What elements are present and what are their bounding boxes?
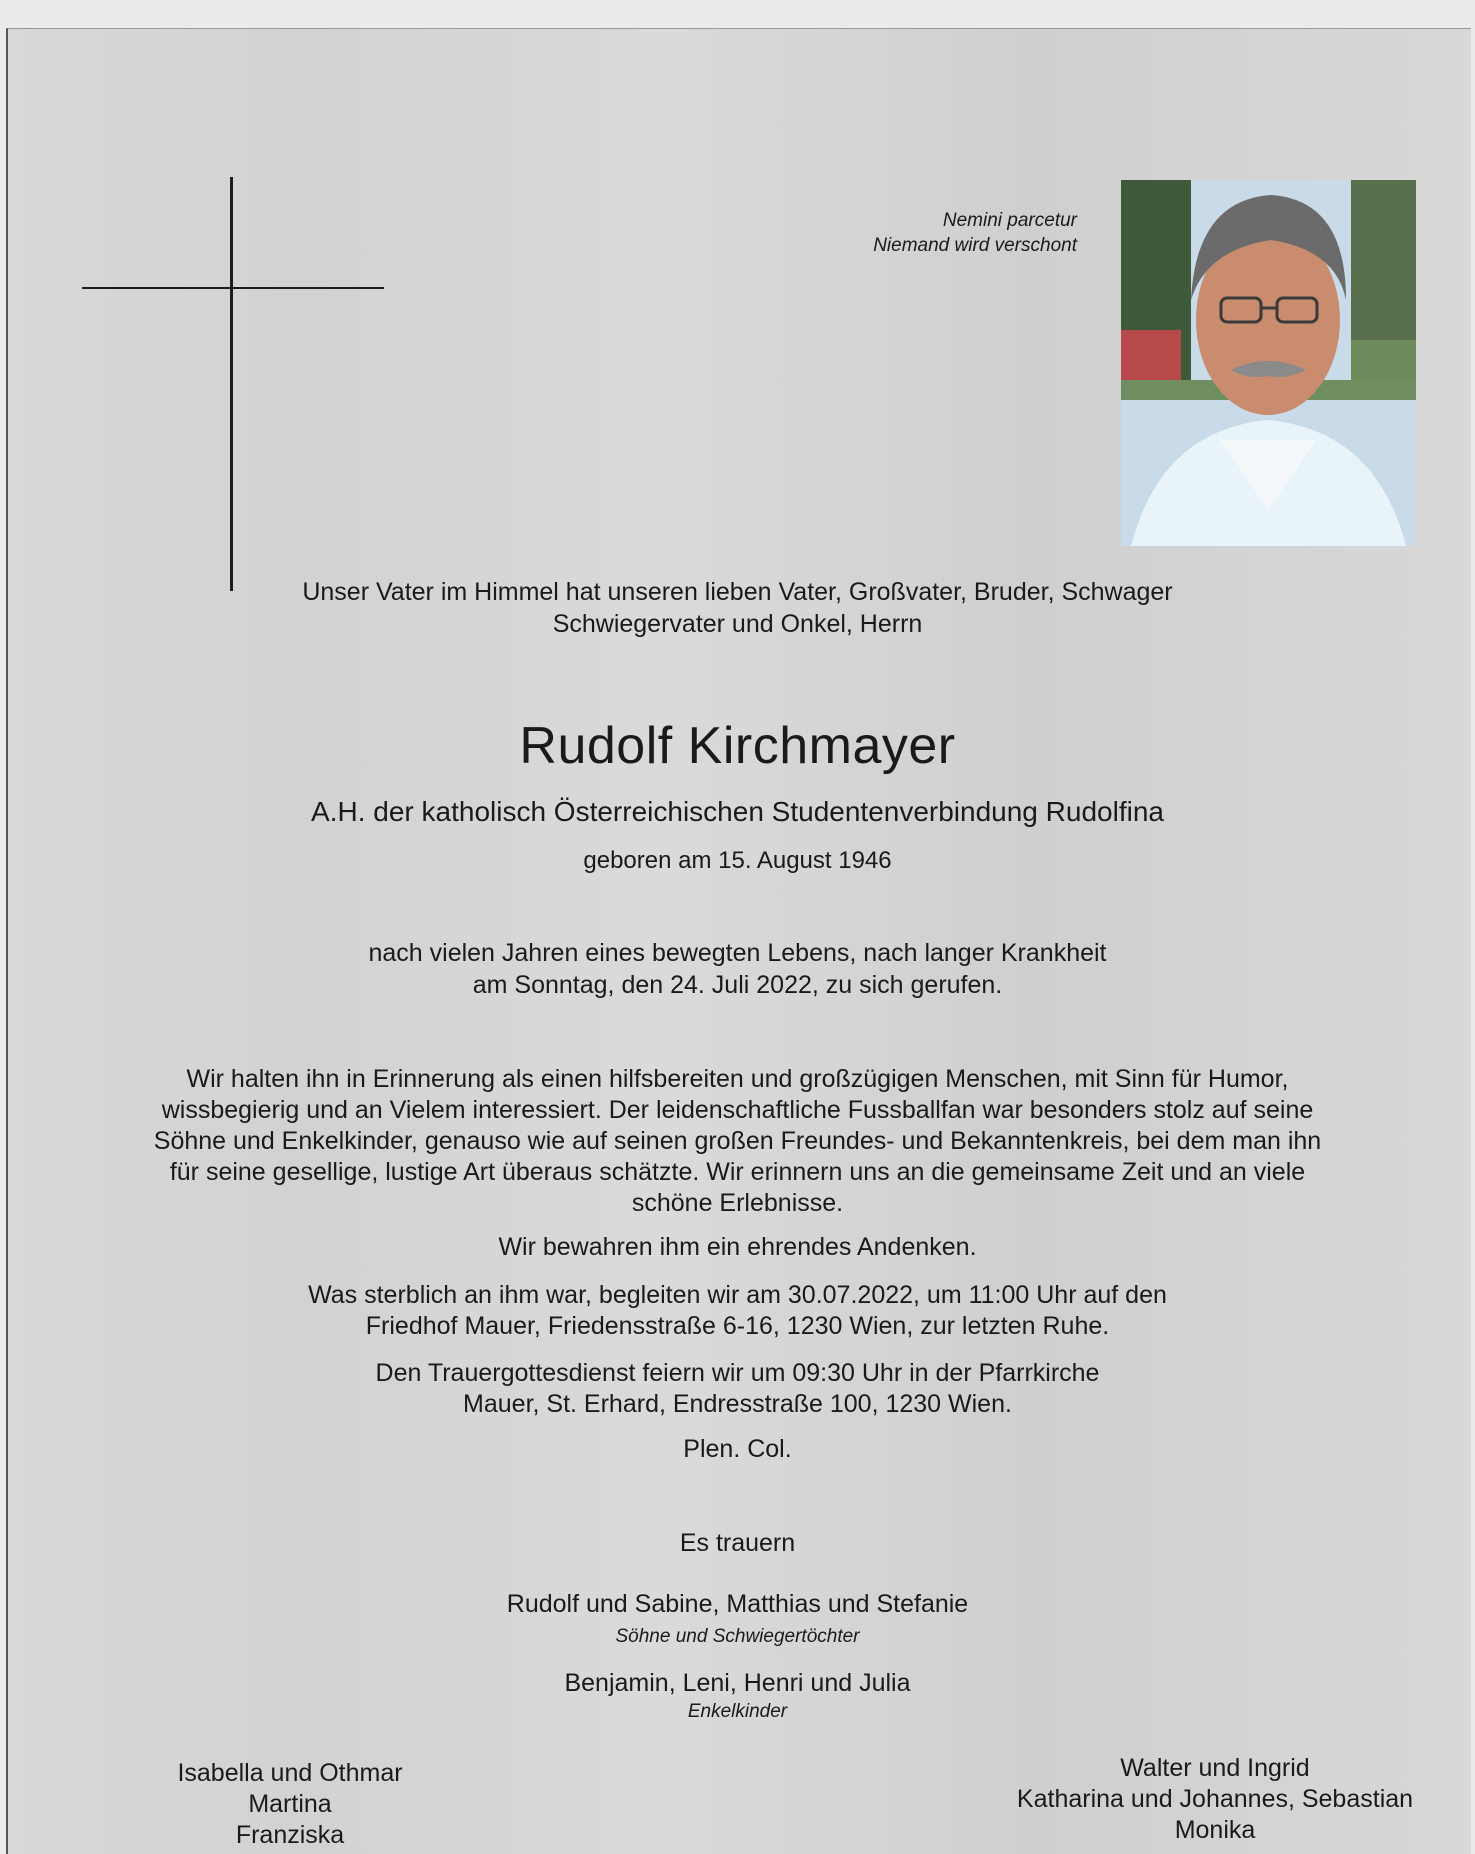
- organization-line: A.H. der katholisch Österreichischen Studentenverbindung Rudolfina: [311, 796, 1164, 827]
- plen-col: Plen. Col.: [683, 1435, 792, 1463]
- intro-text: [0, 576, 1475, 640]
- death-notice: [0, 937, 1475, 1001]
- mourners-left-column: [140, 1758, 440, 1851]
- burial-line-2: Friedhof Mauer, Friedensstraße 6-16, 1230 Wien, zur letzten Ruhe.: [365, 1312, 1110, 1340]
- motto-latin: Nemini parcetur: [942, 210, 1077, 231]
- memory-line: wissbegierig und an Vielem interessiert. Der leidenschaftliche Fussballfan war besonders stolz auf seine: [161, 1096, 1314, 1124]
- mourner-name: Monika: [1174, 1816, 1256, 1844]
- motto: [873, 208, 1077, 258]
- cross-icon-horizontal: [82, 287, 384, 289]
- deceased-name: Rudolf Kirchmayer: [519, 717, 956, 775]
- burial-line-1: Was sterblich an ihm war, begleiten wir am 30.07.2022, um 11:00 Uhr auf den: [308, 1281, 1167, 1309]
- memory-line: schöne Erlebnisse.: [631, 1189, 844, 1217]
- service-line-2: Mauer, St. Erhard, Endresstraße 100, 1230 Wien.: [463, 1390, 1012, 1418]
- memory-line: Wir halten ihn in Erinnerung als einen hilfsbereiten und großzügigen Menschen, mit Sinn für Humor,: [186, 1065, 1289, 1093]
- mourner-name: Franziska: [235, 1821, 345, 1849]
- mourner-name: Katharina und Johannes, Sebastian: [1016, 1785, 1414, 1813]
- memory-paragraph: [130, 1064, 1345, 1219]
- cross-icon-vertical: [230, 177, 233, 591]
- mourner-name: Walter und Ingrid: [1120, 1754, 1310, 1782]
- burial-info: [0, 1280, 1475, 1342]
- mourner-group-sons: Rudolf und Sabine, Matthias und Stefanie: [506, 1590, 969, 1618]
- mourner-group-grandchildren: Benjamin, Leni, Henri und Julia: [564, 1669, 911, 1697]
- service-line-1: Den Trauergottesdienst feiern wir um 09:30 Uhr in der Pfarrkirche: [375, 1359, 1100, 1387]
- remembrance-line: Wir bewahren ihm ein ehrendes Andenken.: [498, 1233, 977, 1261]
- mourner-name: Martina: [248, 1790, 332, 1818]
- intro-line-1: Unser Vater im Himmel hat unseren lieben Vater, Großvater, Bruder, Schwager: [302, 578, 1173, 606]
- service-info: [0, 1358, 1475, 1420]
- mourner-name: Isabella und Othmar: [177, 1759, 403, 1787]
- death-notice-line-2: am Sonntag, den 24. Juli 2022, zu sich gerufen.: [472, 971, 1003, 999]
- intro-line-2: Schwiegervater und Onkel, Herrn: [552, 610, 923, 638]
- mourner-group-grandchildren-relation: Enkelkinder: [687, 1701, 788, 1722]
- motto-german: Niemand wird verschont: [873, 235, 1077, 256]
- memory-line: Söhne und Enkelkinder, genauso wie auf seinen großen Freundes- und Bekanntenkreis, bei dem man ihn: [153, 1127, 1322, 1155]
- mourners-heading: Es trauern: [679, 1529, 796, 1557]
- mourner-group-sons-relation: Söhne und Schwiegertöchter: [615, 1626, 860, 1647]
- portrait-photo-icon: [1121, 180, 1416, 546]
- memory-line: für seine gesellige, lustige Art überaus schätzte. Wir erinnern uns an die gemeinsame Zeit und an viele: [169, 1158, 1306, 1186]
- mourners-right-column: [980, 1753, 1450, 1846]
- birth-date: geboren am 15. August 1946: [583, 847, 892, 874]
- death-notice-line-1: nach vielen Jahren eines bewegten Lebens, nach langer Krankheit: [368, 939, 1107, 967]
